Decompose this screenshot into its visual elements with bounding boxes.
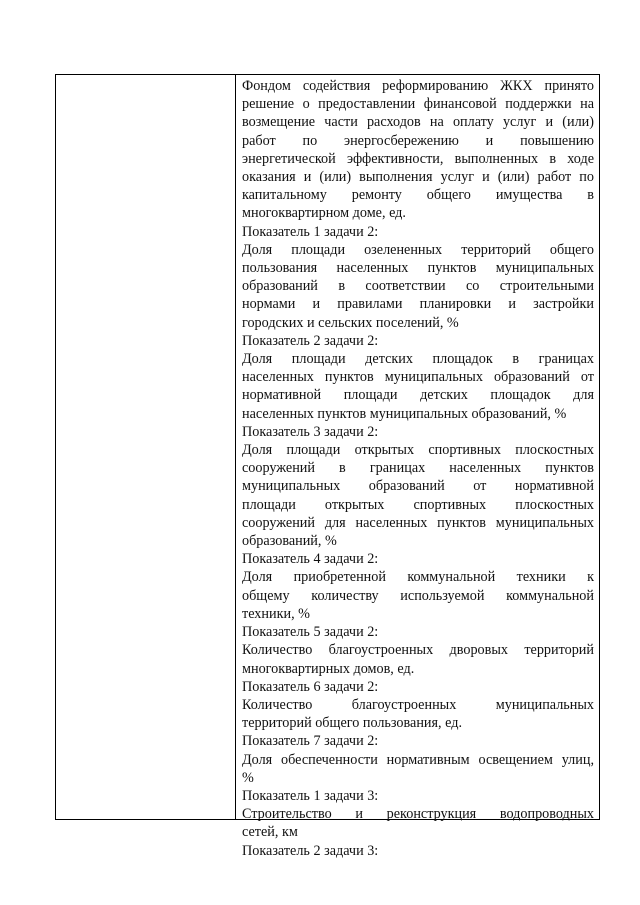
text-line: Доля площади озелененных территорий общего <box>242 241 594 258</box>
text-line: Показатель 3 задачи 2: <box>242 423 379 440</box>
text-line: населенных пунктов муниципальных образований, % <box>242 405 567 422</box>
text-line: образований в соответствии со строительными <box>242 278 594 295</box>
text-line: Доля обеспеченности нормативным освещением улиц, <box>242 751 594 768</box>
text-line: Строительство и реконструкция водопроводных <box>242 806 594 823</box>
table-left-column <box>56 75 236 819</box>
text-line: нормами и правилами планировки и застройки <box>242 296 594 313</box>
text-line: нормативной площади детских площадок для <box>242 387 594 404</box>
text-line: техники, % <box>242 605 310 622</box>
text-line: Показатель 6 задачи 2: <box>242 678 379 695</box>
text-line: Доля площади детских площадок в границах <box>242 351 594 368</box>
text-line: работ по энергосбережению и повышению <box>242 132 594 149</box>
text-line: многоквартирном доме, ед. <box>242 205 406 222</box>
text-line: Показатель 1 задачи 2: <box>242 223 379 240</box>
text-line: оказания и (или) выполнения услуг и (или) работ по <box>242 169 594 186</box>
text-line: многоквартирных домов, ед. <box>242 660 415 677</box>
text-line: общему количеству используемой коммунальной <box>242 587 594 604</box>
text-line: Доля площади открытых спортивных плоскостных <box>242 442 594 459</box>
indicator-table <box>55 74 600 859</box>
table-right-column <box>236 75 599 859</box>
text-line: возмещение части расходов на оплату услуг и (или) <box>242 114 594 131</box>
text-line: Показатель 7 задачи 2: <box>242 733 379 750</box>
text-line: пользования населенных пунктов муниципальных <box>242 260 594 277</box>
text-line: Показатель 5 задачи 2: <box>242 624 379 641</box>
text-line: городских и сельских поселений, % <box>242 314 459 331</box>
text-line: образований, % <box>242 533 337 550</box>
text-line: Показатель 1 задачи 3: <box>242 787 379 804</box>
text-line: сооружений для населенных пунктов муниципальных <box>242 514 594 531</box>
text-line: Количество благоустроенных дворовых территорий <box>242 642 594 659</box>
text-line: Доля приобретенной коммунальной техники к <box>242 569 594 586</box>
text-line: % <box>242 769 254 786</box>
text-line: территорий общего пользования, ед. <box>242 715 463 732</box>
text-line: Показатель 2 задачи 2: <box>242 332 379 349</box>
text-line: Фондом содействия реформированию ЖКХ принято <box>242 78 594 94</box>
text-line: площади открытых спортивных плоскостных <box>242 496 594 513</box>
text-line: Показатель 4 задачи 2: <box>242 551 379 568</box>
text-line: Количество благоустроенных муниципальных <box>242 696 594 713</box>
text-line: сооружений в границах населенных пунктов <box>242 460 594 477</box>
text-line: решение о предоставлении финансовой поддержки на <box>242 96 594 113</box>
text-line: муниципальных образований от нормативной <box>242 478 594 495</box>
text-line: Показатель 2 задачи 3: <box>242 842 379 859</box>
text-line: сетей, км <box>242 824 298 841</box>
text-line: населенных пунктов муниципальных образований от <box>242 369 594 386</box>
text-line: энергетической эффективности, выполненных в ходе <box>242 150 594 167</box>
text-line: капитальному ремонту общего имущества в <box>242 187 594 204</box>
